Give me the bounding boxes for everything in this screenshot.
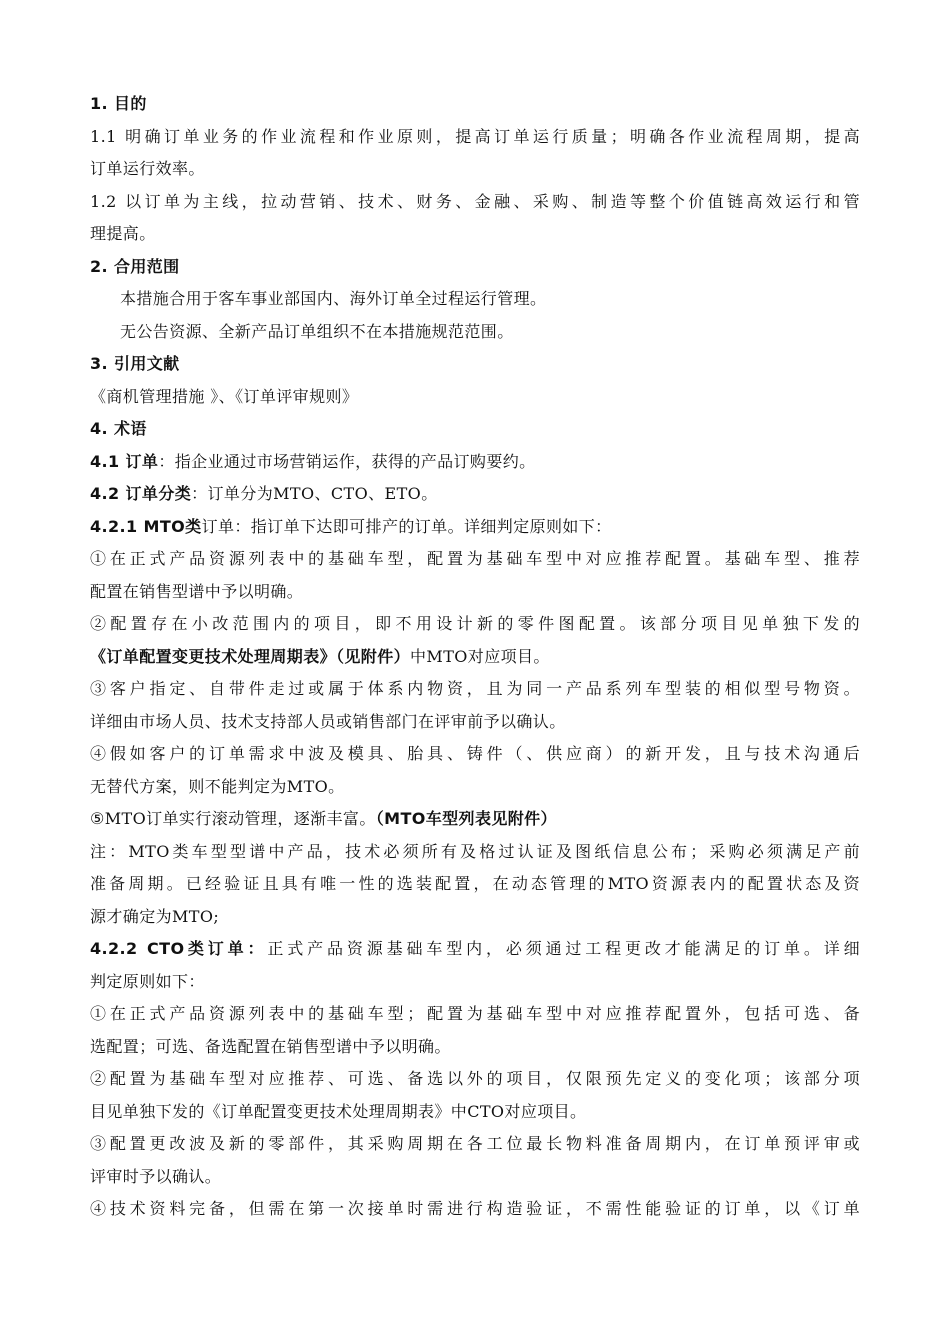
note-line-1: 注：MTO类车型型谱中产品，技术必须所有及格过认证及图纸信息公布；采购必须满足产前 [90,841,860,861]
mto-rule-4-line-1: ④假如客户的订单需求中波及模具、胎具、铸件（、供应商）的新开发，且与技术沟通后 [90,744,860,763]
term-4-2-1-text: 订单：指订单下达即可排产的订单。详细判定原则如下： [201,516,612,536]
mto-rule-3-line-1: ③客户指定、自带件走过或属于体系内物资，且为同一产品系列车型装的相似型号物资。 [90,679,860,698]
note-line-3: 源才确定为MTO; [90,906,220,926]
mto-rule-2-bold-ref: 《订单配置变更技术处理周期表》（见附件） [90,646,411,666]
mto-rule-1-line-1: ①在正式产品资源列表中的基础车型，配置为基础车型中对应推荐配置。基础车型、推荐 [90,549,860,568]
section-2-heading: 2. 合用范围 [90,256,180,276]
scope-paragraph-2: 无公告资源、全新产品订单组织不在本措施规范范围。 [120,321,514,341]
references-line: 《商机管理措施 》、《订单评审规则》 [90,386,359,406]
paragraph-1-2-line-1: 1.2 以订单为主线，拉动营销、技术、财务、金融、采购、制造等整个价值链高效运行和管 [90,191,860,211]
mto-rule-1-line-2: 配置在销售型谱中予以明确。 [90,581,304,601]
term-4-2-text: ：订单分为MTO、CTO、ETO。 [191,484,438,503]
term-4-1-text: ：指企业通过市场营销运作，获得的产品订购要约。 [158,451,536,471]
cto-rule-1-line-2: 选配置；可选、备选配置在销售型谱中予以明确。 [90,1036,451,1056]
term-4-2 [90,478,860,511]
paragraph-1-1-line-2: 订单运行效率。 [90,159,205,178]
term-4-1-label: 4.1 订单 [90,451,159,471]
mto-rule-2-line-1: ②配置存在小改范围内的项目，即不用设计新的零件图配置。该部分项目见单独下发的 [90,614,860,633]
term-4-2-1-label: 4.2.1 MTO类 [90,516,202,536]
section-1-heading: 1. 目的 [90,94,147,113]
cto-rule-4-line-1: ④技术资料完备，但需在第一次接单时需进行构造验证，不需性能验证的订单，以《订单 [90,1199,860,1218]
section-3-heading: 3. 引用文献 [90,354,180,373]
term-4-2-2 [90,933,860,966]
note-line-2: 准备周期。已经验证且具有唯一性的选装配置，在动态管理的MTO资源表内的配置状态及资 [90,874,860,893]
term-4-2-2-label: 4.2.2 CTO类订单： [90,939,268,958]
term-4-2-2-line-2: 判定原则如下： [90,971,205,991]
paragraph-1-1-line-1: 1.1 明确订单业务的作业流程和作业原则，提高订单运行质量；明确各作业流程周期，提高 [90,126,860,146]
scope-paragraph-1: 本措施合用于客车事业部国内、海外订单全过程运行管理。 [120,289,547,308]
mto-rule-4-line-2: 无替代方案，则不能判定为MTO。 [90,776,345,796]
term-4-1 [90,446,860,479]
mto-rule-5 [90,803,860,836]
term-4-2-1 [90,511,860,544]
section-4-heading: 4. 术语 [90,419,147,438]
mto-rule-2-text: 中MTO对应项目。 [410,646,550,666]
cto-rule-3-line-1: ③配置更改波及新的零部件，其采购周期在各工位最长物料准备周期内，在订单预评审或 [90,1134,860,1153]
cto-rule-2-line-2: 目见单独下发的《订单配置变更技术处理周期表》中CTO对应项目。 [90,1101,587,1121]
mto-rule-5-text: ⑤MTO订单实行滚动管理，逐渐丰富。 [90,809,376,828]
mto-rule-3-line-2: 详细由市场人员、技术支持部人员或销售部门在评审前予以确认。 [90,711,566,731]
cto-rule-3-line-2: 评审时予以确认。 [90,1166,222,1186]
term-4-2-2-text: 正式产品资源基础车型内，必须通过工程更改才能满足的订单。详细 [267,939,860,958]
mto-rule-5-bold-ref: （MTO车型列表见附件） [375,809,557,828]
cto-rule-2-line-1: ②配置为基础车型对应推荐、可选、备选以外的项目，仅限预先定义的变化项；该部分项 [90,1069,860,1088]
cto-rule-1-line-1: ①在正式产品资源列表中的基础车型；配置为基础车型中对应推荐配置外，包括可选、备 [90,1004,860,1023]
document-page [90,88,860,1226]
mto-rule-2-line-2 [90,641,860,674]
term-4-2-label: 4.2 订单分类 [90,484,192,503]
paragraph-1-2-line-2: 理提高。 [90,224,156,243]
